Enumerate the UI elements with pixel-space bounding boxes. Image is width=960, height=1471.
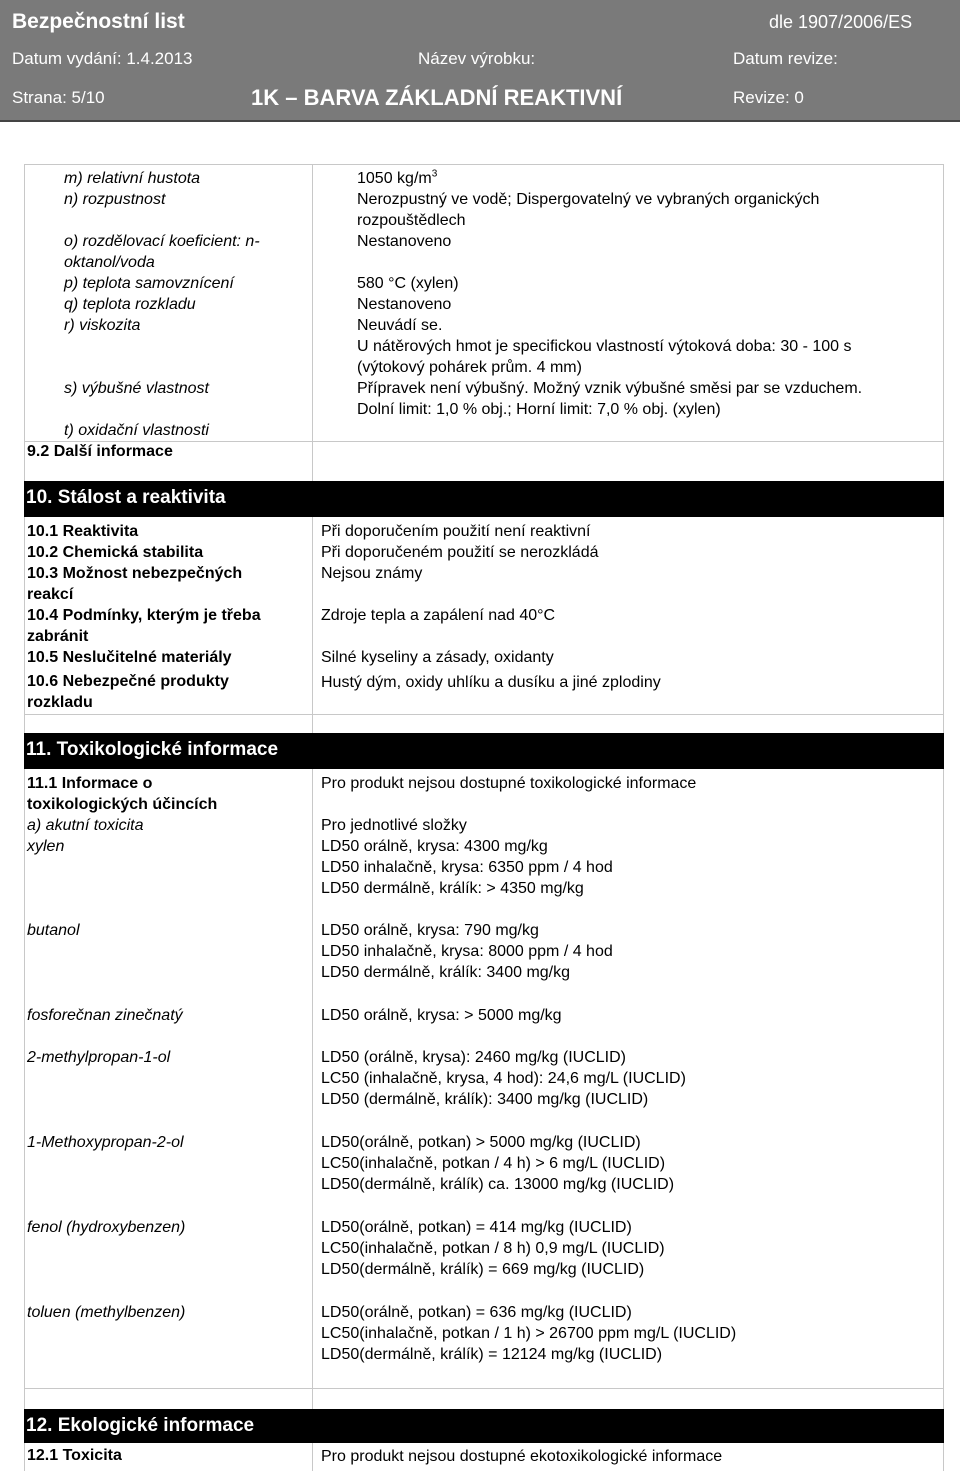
toxicity-value: LD50 inhalačně, krysa: 6350 ppm / 4 hod <box>321 859 613 876</box>
section10-label: 10.6 Nebezpečné produkty <box>27 673 229 690</box>
property-label: s) výbušné vlastnost <box>64 380 209 397</box>
substance-name: toluen (methylbenzen) <box>27 1304 186 1321</box>
revision-date-label: Datum revize: <box>733 49 838 68</box>
property-value: Nerozpustný ve vodě; Dispergovatelný ve vybraných organických <box>357 191 820 208</box>
substance-name: fosforečnan zinečnatý <box>27 1007 183 1024</box>
toxicity-value: LC50(inhalačně, potkan / 4 h) > 6 mg/L (IUCLID) <box>321 1155 666 1172</box>
toxicity-value: LD50 orálně, krysa: 4300 mg/kg <box>321 838 548 855</box>
document-header <box>0 0 960 122</box>
page-number: Strana: 5/10 <box>12 88 105 107</box>
section10-value: Hustý dým, oxidy uhlíku a dusíku a jiné zplodiny <box>321 674 661 691</box>
property-value: (výtokový pohárek prům. 4 mm) <box>357 359 582 376</box>
property-label: n) rozpustnost <box>64 191 166 208</box>
acute-toxicity-value: Pro jednotlivé složky <box>321 817 467 834</box>
section12-divider <box>312 1443 313 1471</box>
property-value: 580 °C (xylen) <box>357 275 459 292</box>
section10-value: Silné kyseliny a zásady, oxidanty <box>321 649 554 666</box>
section11-label: toxikologických účincích <box>27 796 218 813</box>
section10-label: 10.5 Neslučitelné materiály <box>27 649 232 666</box>
property-value: rozpouštědlech <box>357 212 466 229</box>
section10-value: Při doporučením použití není reaktivní <box>321 523 591 540</box>
section10-label: rozkladu <box>27 694 93 711</box>
section9-divider <box>312 164 313 482</box>
property-label: m) relativní hustota <box>64 170 201 187</box>
toxicity-value: LD50 dermálně, králík: > 4350 mg/kg <box>321 880 584 897</box>
section10-heading: 10. Stálost a reaktivita <box>24 481 944 517</box>
section10-row-divider <box>24 714 944 715</box>
substance-name: 2-methylpropan-1-ol <box>27 1049 171 1066</box>
substance-name: xylen <box>27 838 65 855</box>
regulation-label: dle 1907/2006/ES <box>769 12 913 32</box>
property-label: p) teplota samovznícení <box>64 275 234 292</box>
toxicity-value: LC50(inhalačně, potkan / 8 h) 0,9 mg/L (IUCLID) <box>321 1240 665 1257</box>
toxicity-value: LD50(dermálně, králík) ca. 13000 mg/kg (IUCLID) <box>321 1176 675 1193</box>
property-value: Přípravek není výbušný. Možný vznik výbušné směsi par se vzduchem. <box>357 380 863 397</box>
toxicity-value: LD50(orálně, potkan) = 636 mg/kg (IUCLID) <box>321 1304 632 1321</box>
section11-divider <box>312 769 313 1410</box>
section10-value: Při doporučeném použití se nerozkládá <box>321 544 599 561</box>
property-value: Dolní limit: 1,0 % obj.; Horní limit: 7,0 % obj. (xylen) <box>357 401 721 418</box>
toxicity-value: LC50(inhalačně, potkan / 1 h) > 26700 ppm mg/L (IUCLID) <box>321 1325 737 1342</box>
substance-name: 1-Methoxypropan-2-ol <box>27 1134 184 1151</box>
toxicity-value: LD50(orálně, potkan) = 414 mg/kg (IUCLID) <box>321 1219 632 1236</box>
property-value: Neuvádí se. <box>357 317 443 334</box>
toxicity-value: LD50 (dermálně, králík): 3400 mg/kg (IUCLID) <box>321 1091 649 1108</box>
section10-divider <box>312 517 313 735</box>
section10-label: 10.1 Reaktivita <box>27 523 139 540</box>
section10-value: Nejsou známy <box>321 565 423 582</box>
property-label: r) viskozita <box>64 317 141 334</box>
property-value <box>357 169 437 189</box>
subsection-9-2-label: 9.2 Další informace <box>27 443 173 460</box>
section11-label: 11.1 Informace o <box>27 775 153 792</box>
unit-superscript: 3 <box>431 168 438 180</box>
section10-label: 10.3 Možnost nebezpečných <box>27 565 243 582</box>
section10-label: 10.4 Podmínky, kterým je třeba <box>27 607 261 624</box>
property-value: U nátěrových hmot je specifickou vlastností výtoková doba: 30 - 100 s <box>357 338 852 355</box>
property-value: Nestanoveno <box>357 233 452 250</box>
property-label: t) oxidační vlastnosti <box>64 422 209 439</box>
section12-value: Pro produkt nejsou dostupné ekotoxikologické informace <box>321 1448 723 1465</box>
section12-heading: 12. Ekologické informace <box>24 1409 944 1443</box>
property-label: q) teplota rozkladu <box>64 296 196 313</box>
revision-number: Revize: 0 <box>733 88 804 107</box>
toxicity-value: LD50 dermálně, králík: 3400 mg/kg <box>321 964 571 981</box>
section10-label: zabránit <box>27 628 89 645</box>
section11-heading: 11. Toxikologické informace <box>24 733 944 769</box>
toxicity-value: LC50 (inhalačně, krysa, 4 hod): 24,6 mg/L (IUCLID) <box>321 1070 686 1087</box>
section10-label: 10.2 Chemická stabilita <box>27 544 204 561</box>
document-title: Bezpečnostní list <box>12 10 185 33</box>
toxicity-value: LD50(dermálně, králík) = 669 mg/kg (IUCLID) <box>321 1261 645 1278</box>
section11-value: Pro produkt nejsou dostupné toxikologické informace <box>321 775 697 792</box>
toxicity-value: LD50 orálně, krysa: 790 mg/kg <box>321 922 539 939</box>
property-label: oktanol/voda <box>64 254 155 271</box>
acute-toxicity-label: a) akutní toxicita <box>27 817 144 834</box>
product-name-label: Název výrobku: <box>418 49 536 68</box>
section12-label: 12.1 Toxicita <box>27 1447 122 1464</box>
property-label: o) rozdělovací koeficient: n- <box>64 233 260 250</box>
property-value-text: 1050 kg/m <box>357 170 432 187</box>
toxicity-value: LD50 orálně, krysa: > 5000 mg/kg <box>321 1007 562 1024</box>
property-value: Nestanoveno <box>357 296 452 313</box>
section11-row-divider <box>24 1388 944 1389</box>
substance-name: fenol (hydroxybenzen) <box>27 1219 186 1236</box>
substance-name: butanol <box>27 922 80 939</box>
section10-value: Zdroje tepla a zapálení nad 40°C <box>321 607 556 624</box>
product-name: 1K – BARVA ZÁKLADNÍ REAKTIVNÍ <box>251 85 623 110</box>
toxicity-value: LD50(dermálně, králík) = 12124 mg/kg (IUCLID) <box>321 1346 663 1363</box>
toxicity-value: LD50 (orálně, krysa): 2460 mg/kg (IUCLID) <box>321 1049 626 1066</box>
toxicity-value: LD50(orálně, potkan) > 5000 mg/kg (IUCLID) <box>321 1134 641 1151</box>
toxicity-value: LD50 inhalačně, krysa: 8000 ppm / 4 hod <box>321 943 613 960</box>
section10-label: reakcí <box>27 586 74 603</box>
issue-date: Datum vydání: 1.4.2013 <box>12 49 193 68</box>
